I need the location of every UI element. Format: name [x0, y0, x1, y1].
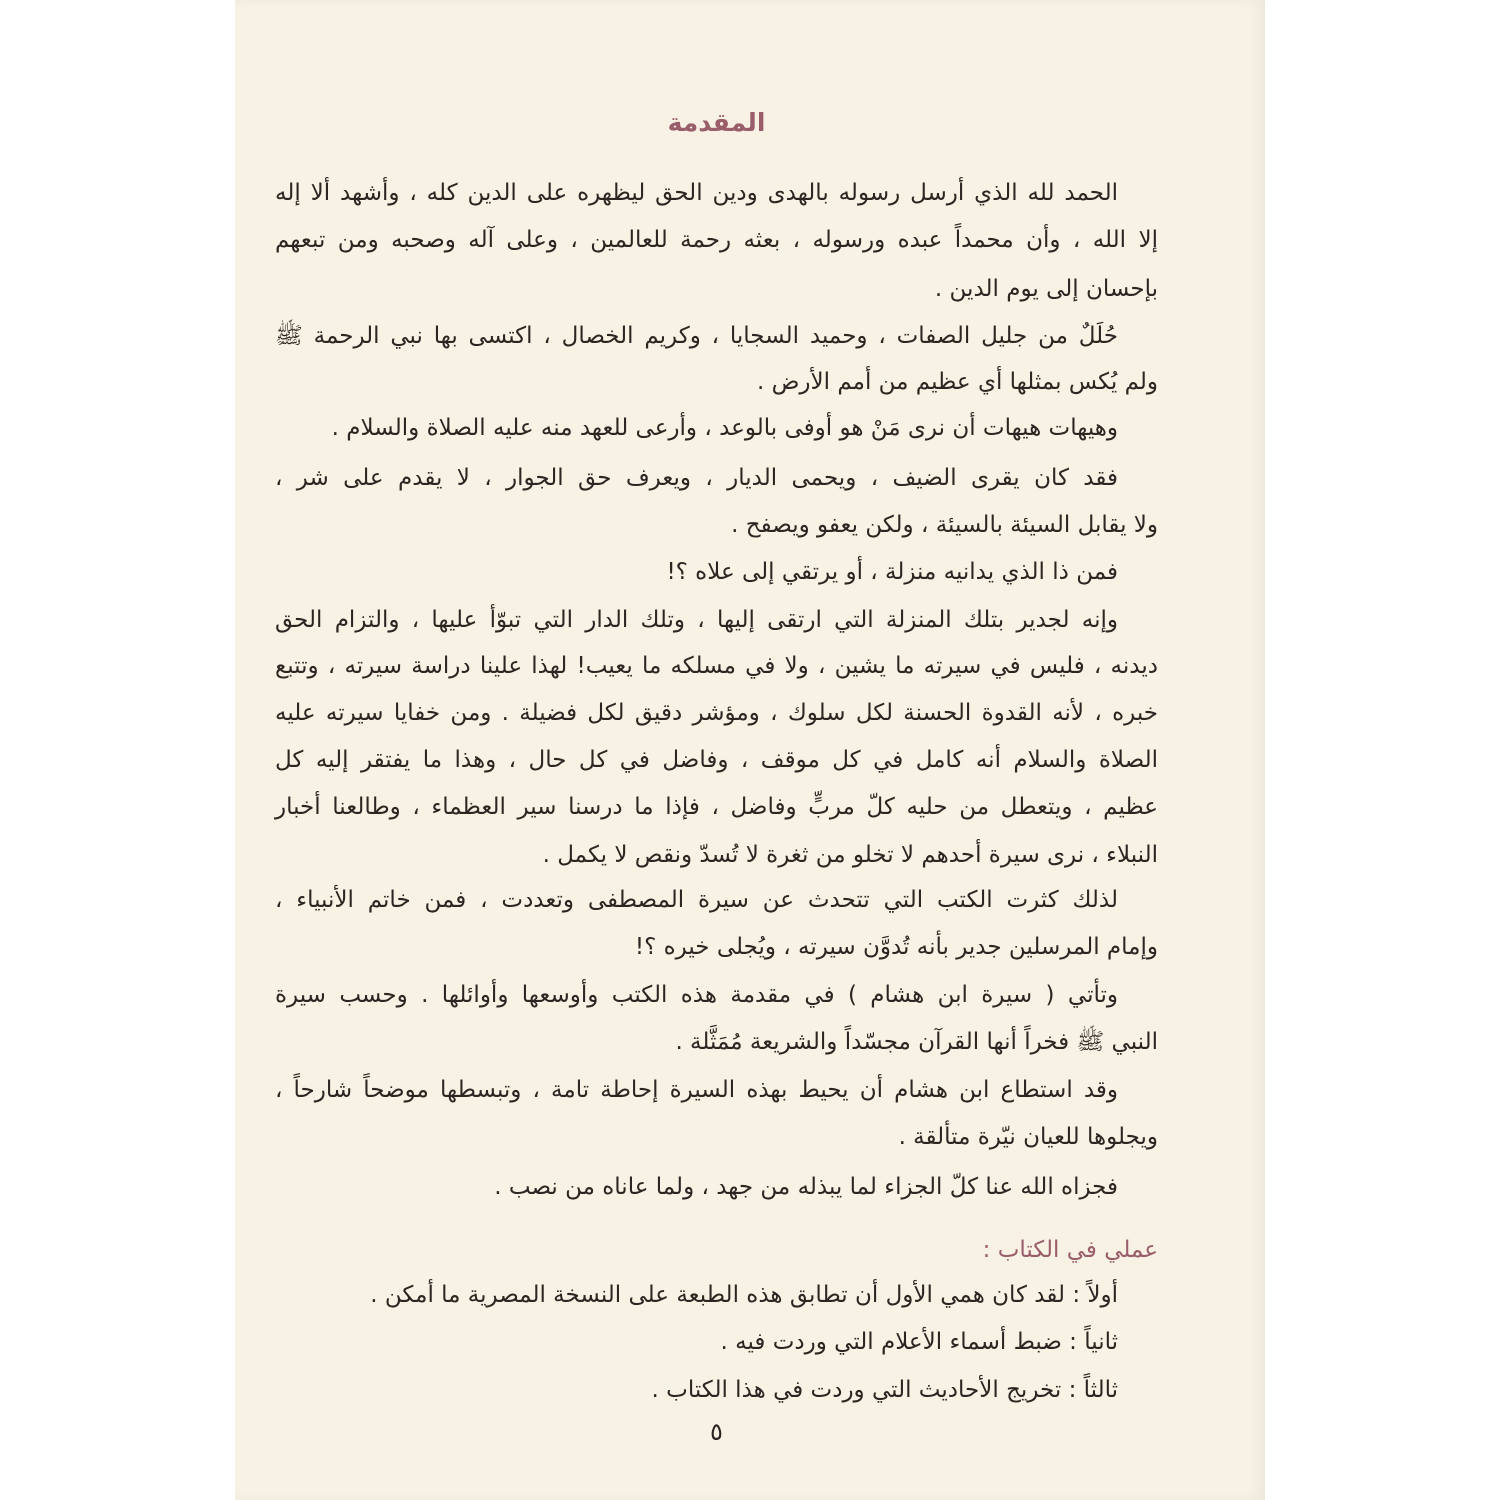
page-number: ٥ — [710, 1418, 723, 1446]
list-item: ثالثاً : تخريج الأحاديث التي وردت في هذا الكتاب . — [651, 1377, 1118, 1403]
paragraph-line: النبلاء ، نرى سيرة أحدهم لا تخلو من ثغرة لا تُسدّ ونقص لا يكمل . — [542, 842, 1158, 868]
paragraph-line: الصلاة والسلام أنه كامل في كل موقف ، وفاضل في كل حال ، وهذا ما يفتقر إليه كل — [275, 747, 1158, 773]
paragraph-line: حُلَلٌ من جليل الصفات ، وحميد السجايا ، وكريم الخصال ، اكتسى بها نبي الرحمة ﷺ — [275, 323, 1118, 349]
book-page — [235, 0, 1265, 1500]
paragraph-line: فجزاه الله عنا كلّ الجزاء لما يبذله من جهد ، ولما عاناه من نصب . — [494, 1174, 1118, 1200]
paragraph-line: عظيم ، ويتعطل من حليه كلّ مربٍّ وفاضل ، فإذا ما درسنا سير العظماء ، وطالعنا أخبار — [275, 794, 1158, 820]
paragraph-line: ولم يُكس بمثلها أي عظيم من أمم الأرض . — [756, 369, 1158, 395]
paragraph-line: فقد كان يقرى الضيف ، ويحمى الديار ، ويعرف حق الجوار ، لا يقدم على شر ، — [275, 465, 1118, 491]
paragraph-line: وقد استطاع ابن هشام أن يحيط بهذه السيرة إحاطة تامة ، وتبسطها موضحاً شارحاً ، — [275, 1077, 1118, 1103]
page-title: المقدمة — [667, 108, 766, 137]
section-heading: عملي في الكتاب : — [982, 1237, 1158, 1263]
paragraph-line: ولا يقابل السيئة بالسيئة ، ولكن يعفو ويصفح . — [731, 512, 1158, 538]
list-item: ثانياً : ضبط أسماء الأعلام التي وردت فيه . — [720, 1329, 1118, 1355]
paragraph-line: ويجلوها للعيان نيّرة متألقة . — [898, 1124, 1158, 1150]
list-item: أولاً : لقد كان همي الأول أن تطابق هذه الطبعة على النسخة المصرية ما أمكن . — [370, 1282, 1118, 1308]
paragraph-line: خبره ، لأنه القدوة الحسنة لكل سلوك ، ومؤشر دقيق لكل فضيلة . ومن خفايا سيرته عليه — [275, 700, 1158, 726]
paragraph-line: وإنه لجدير بتلك المنزلة التي ارتقى إليها ، وتلك الدار التي تبوّأ عليها ، والتزام الحق — [275, 607, 1118, 633]
paragraph-line: فمن ذا الذي يدانيه منزلة ، أو يرتقي إلى علاه ؟! — [666, 559, 1118, 585]
paragraph-line: إلا الله ، وأن محمداً عبده ورسوله ، بعثه رحمة للعالمين ، وعلى آله وصحبه ومن تبعهم — [275, 227, 1158, 253]
paragraph-line: وهيهات هيهات أن نرى مَنْ هو أوفى بالوعد ، وأرعى للعهد منه عليه الصلاة والسلام . — [331, 415, 1118, 441]
paragraph-line: وإمام المرسلين جدير بأنه تُدوَّن سيرته ، ويُجلى خيره ؟! — [634, 934, 1158, 960]
paragraph-line: ديدنه ، فليس في سيرته ما يشين ، ولا في مسلكه ما يعيب! لهذا علينا دراسة سيرته ، وتتبع — [275, 653, 1158, 679]
paragraph-line: لذلك كثرت الكتب التي تتحدث عن سيرة المصطفى وتعددت ، فمن خاتم الأنبياء ، — [275, 887, 1118, 913]
paragraph-line: النبي ﷺ فخراً أنها القرآن مجسّداً والشريعة مُمَثَّلة . — [675, 1029, 1158, 1055]
paragraph-line: بإحسان إلى يوم الدين . — [934, 276, 1158, 302]
paragraph-line: الحمد لله الذي أرسل رسوله بالهدى ودين الحق ليظهره على الدين كله ، وأشهد ألا إله — [275, 180, 1118, 206]
paragraph-line: وتأتي ( سيرة ابن هشام ) في مقدمة هذه الكتب وأوسعها وأوائلها . وحسب سيرة — [275, 982, 1118, 1008]
